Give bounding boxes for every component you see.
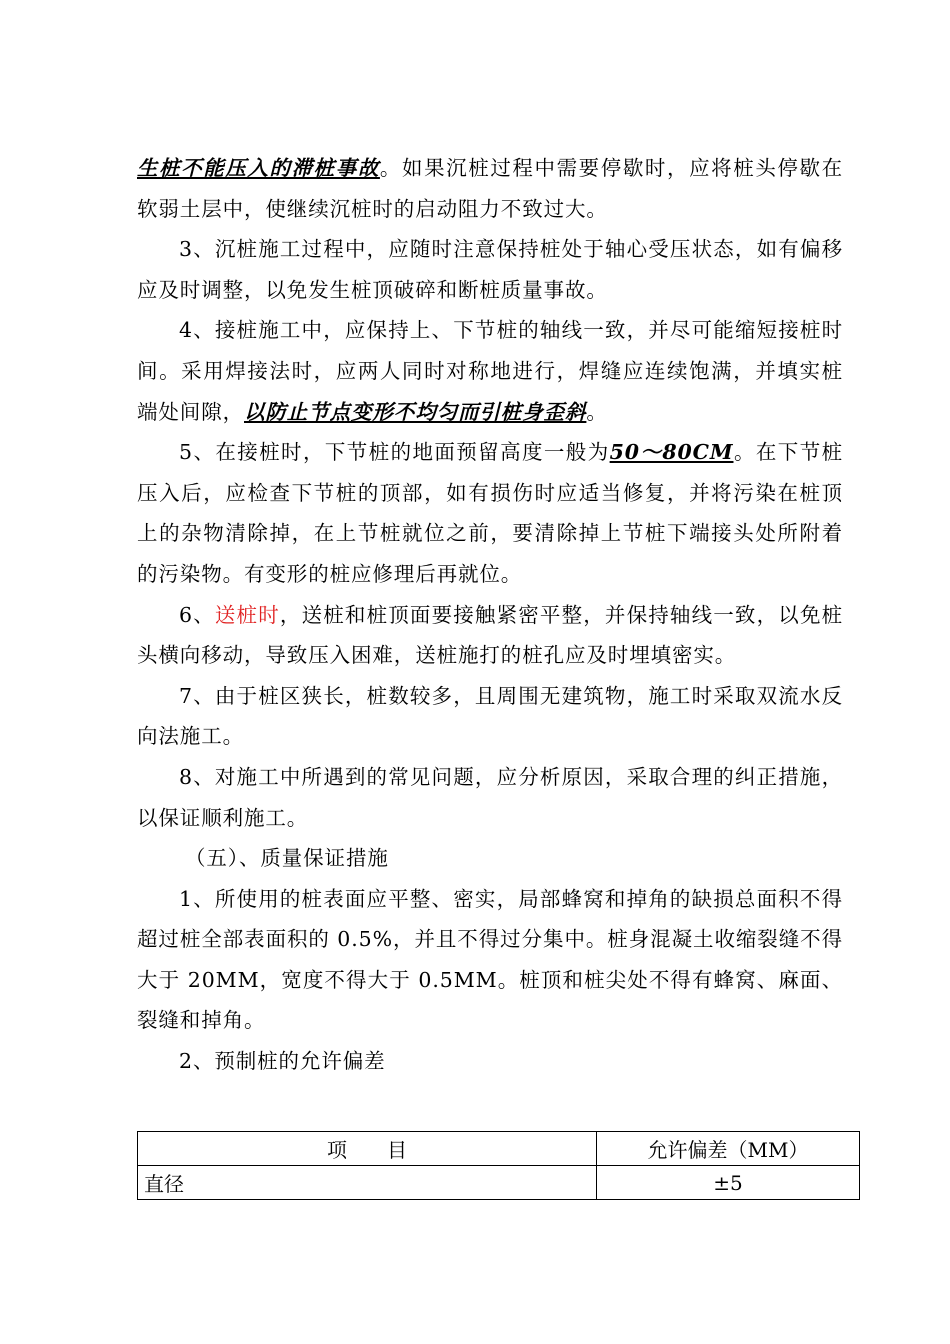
paragraph-6 bbox=[137, 595, 843, 676]
document-body bbox=[137, 148, 843, 1082]
paragraph-text: 。在下节桩压入后，应检查下节桩的顶部，如有损伤时应适当修复，并将污染在桩顶上的杂物清除掉，在上节桩就位之前，要清除掉上节桩下端接头处所附着的污染物。有变形的桩应修理后再就位。 bbox=[137, 440, 843, 586]
table-header-cell: 允许偏差（MM） bbox=[597, 1132, 860, 1166]
quality-paragraph-1: 1、所使用的桩表面应平整、密实，局部蜂窝和掉角的缺损总面积不得超过桩全部表面积的 0.5%，并且不得过分集中。桩身混凝土收缩裂缝不得大于 20MM，宽度不得大于 0.5MM。桩顶和桩尖处不得有蜂窝、麻面、裂缝和掉角。 bbox=[137, 886, 843, 1033]
paragraph-text: 4、接桩施工中，应保持上、下节桩的轴线一致，并尽可能缩短接桩时间。采用焊接法时，应两人同时对称地进行，焊缝应连续饱满，并填实桩端处间隙， bbox=[137, 318, 843, 424]
emphasis-text: 以防止节点变形不均匀而引桩身歪斜 bbox=[244, 399, 587, 424]
table-cell: ±5 bbox=[597, 1166, 860, 1200]
tolerance-table bbox=[137, 1131, 860, 1200]
table-row bbox=[138, 1166, 860, 1200]
paragraph-5 bbox=[137, 432, 843, 594]
paragraph-text: 。 bbox=[586, 399, 608, 424]
paragraph-2-continued bbox=[137, 148, 843, 229]
table-header-row bbox=[138, 1132, 860, 1166]
paragraph-text: ，送桩和桩顶面要接触紧密平整，并保持轴线一致，以免桩头横向移动，导致压入困难，送桩施打的桩孔应及时埋填密实。 bbox=[137, 602, 844, 668]
red-emphasis-text: 送桩时 bbox=[214, 602, 280, 627]
quality-paragraph-2: 2、预制桩的允许偏差 bbox=[179, 1049, 386, 1074]
emphasis-text: 生桩不能压入的滞桩事故 bbox=[137, 156, 380, 180]
paragraph-8: 8、对施工中所遇到的常见问题，应分析原因，采取合理的纠正措施，以保证顺利施工。 bbox=[137, 764, 843, 830]
section-heading: （五）、质量保证措施 bbox=[185, 846, 389, 871]
paragraph-text: 6、 bbox=[179, 602, 215, 627]
paragraph-3: 3、沉桩施工过程中，应随时注意保持桩处于轴心受压状态，如有偏移应及时调整，以免发生桩顶破碎和断桩质量事故。 bbox=[137, 237, 843, 302]
paragraph-7: 7、由于桩区狭长，桩数较多，且周围无建筑物，施工时采取双流水反向法施工。 bbox=[137, 683, 843, 749]
table-cell: 直径 bbox=[138, 1166, 597, 1200]
table-header-cell: 项 目 bbox=[138, 1132, 597, 1166]
paragraph-text: 。如果沉桩过程中需要停歇时，应将桩头停歇在软弱土层中，使继续沉桩时的启动阻力不致过大。 bbox=[137, 156, 843, 221]
paragraph-text: 5、在接桩时，下节桩的地面预留高度一般为 bbox=[179, 440, 610, 465]
paragraph-4 bbox=[137, 310, 843, 432]
emphasis-text: 50～80CM bbox=[609, 440, 734, 465]
